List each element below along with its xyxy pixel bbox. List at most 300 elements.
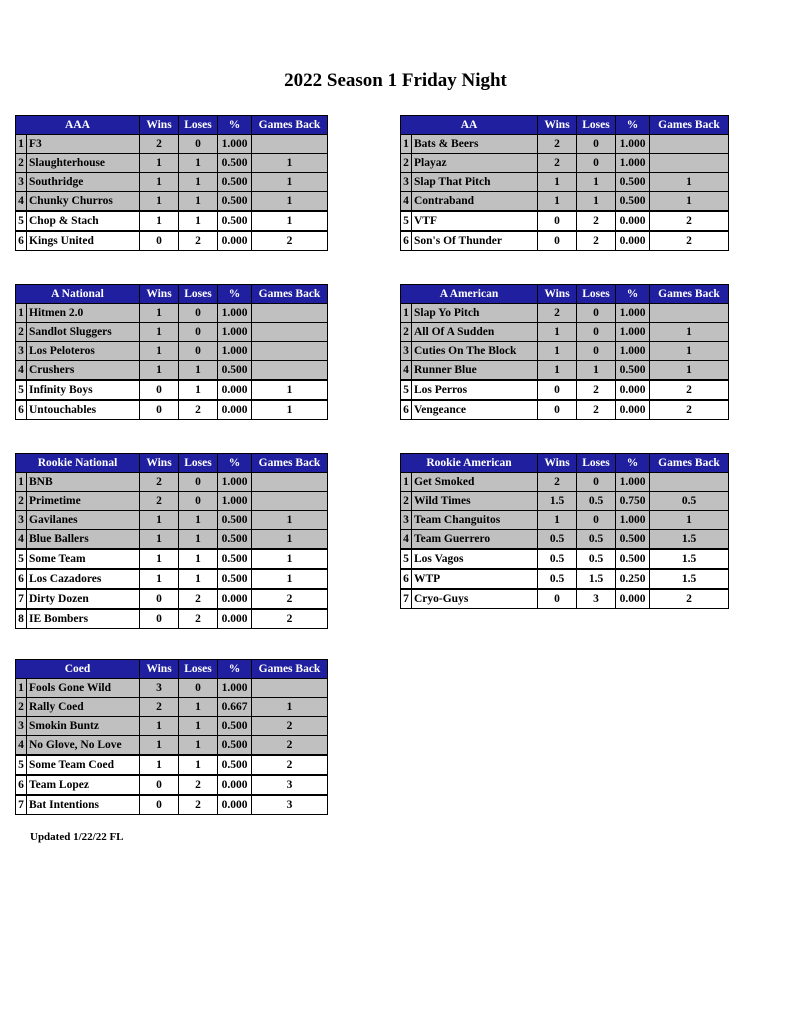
team-loses: 0 [577, 304, 616, 323]
team-rank: 5 [16, 380, 27, 400]
team-games-back: 2 [252, 589, 328, 609]
team-row [16, 135, 328, 154]
team-rank: 1 [16, 304, 27, 323]
team-row [401, 400, 729, 420]
division-name: A American [401, 285, 538, 304]
team-loses: 0 [179, 679, 218, 698]
team-pct: 0.500 [218, 530, 252, 550]
team-loses: 2 [577, 400, 616, 420]
team-row [16, 211, 328, 231]
team-row [401, 549, 729, 569]
team-wins: 1 [538, 511, 577, 530]
team-games-back: 2 [252, 736, 328, 756]
team-games-back [650, 304, 729, 323]
team-name: Team Lopez [27, 775, 140, 795]
team-row [16, 192, 328, 212]
team-row [401, 304, 729, 323]
games-back-header: Games Back [252, 116, 328, 135]
team-name: Smokin Buntz [27, 717, 140, 736]
team-name: Los Vagos [412, 549, 538, 569]
team-loses: 0 [577, 135, 616, 154]
team-row [16, 473, 328, 492]
team-games-back [650, 154, 729, 173]
team-wins: 1 [140, 192, 179, 212]
team-games-back: 1.5 [650, 549, 729, 569]
team-pct: 1.000 [218, 135, 252, 154]
team-games-back: 1.5 [650, 569, 729, 589]
team-pct: 1.000 [218, 323, 252, 342]
team-row [16, 698, 328, 717]
team-wins: 0.5 [538, 549, 577, 569]
team-pct: 0.500 [218, 211, 252, 231]
team-wins: 1 [140, 342, 179, 361]
team-rank: 6 [401, 231, 412, 251]
team-name: WTP [412, 569, 538, 589]
team-loses: 2 [179, 795, 218, 815]
standings-table-aa [400, 115, 729, 251]
team-wins: 1 [538, 173, 577, 192]
team-rank: 4 [401, 192, 412, 212]
team-row [401, 323, 729, 342]
team-name: Vengeance [412, 400, 538, 420]
wins-header: Wins [538, 454, 577, 473]
team-wins: 1 [140, 511, 179, 530]
team-wins: 0.5 [538, 530, 577, 550]
team-row [16, 231, 328, 251]
team-loses: 0 [577, 511, 616, 530]
pct-header: % [218, 285, 252, 304]
team-loses: 2 [179, 231, 218, 251]
team-row [16, 380, 328, 400]
team-games-back: 1 [252, 549, 328, 569]
updated-note: Updated 1/22/22 FL [30, 831, 124, 843]
team-games-back: 3 [252, 795, 328, 815]
team-loses: 2 [577, 380, 616, 400]
team-name: Some Team [27, 549, 140, 569]
team-wins: 2 [140, 698, 179, 717]
games-back-header: Games Back [650, 454, 729, 473]
team-pct: 0.500 [218, 717, 252, 736]
team-rank: 3 [16, 511, 27, 530]
team-rank: 2 [16, 698, 27, 717]
team-games-back: 1 [650, 361, 729, 381]
team-row [16, 492, 328, 511]
team-games-back [252, 492, 328, 511]
team-name: Rally Coed [27, 698, 140, 717]
team-rank: 2 [401, 323, 412, 342]
loses-header: Loses [577, 116, 616, 135]
team-games-back [252, 679, 328, 698]
team-loses: 3 [577, 589, 616, 609]
team-loses: 2 [179, 400, 218, 420]
team-loses: 0 [577, 323, 616, 342]
team-name: BNB [27, 473, 140, 492]
team-games-back [252, 473, 328, 492]
team-rank: 5 [16, 211, 27, 231]
team-name: Gavilanes [27, 511, 140, 530]
team-wins: 1 [140, 530, 179, 550]
team-row [16, 609, 328, 629]
team-row [401, 380, 729, 400]
team-row [401, 135, 729, 154]
team-row [401, 530, 729, 550]
team-row [401, 492, 729, 511]
team-rank: 3 [16, 717, 27, 736]
team-loses: 0 [577, 154, 616, 173]
team-rank: 3 [401, 511, 412, 530]
team-games-back [252, 361, 328, 381]
team-wins: 1 [538, 342, 577, 361]
team-rank: 7 [16, 589, 27, 609]
loses-header: Loses [179, 454, 218, 473]
team-wins: 1 [140, 323, 179, 342]
pct-header: % [616, 454, 650, 473]
team-pct: 1.000 [218, 304, 252, 323]
header-row [401, 285, 729, 304]
team-pct: 0.000 [218, 795, 252, 815]
team-loses: 0.5 [577, 549, 616, 569]
team-loses: 1 [179, 755, 218, 775]
wins-header: Wins [538, 116, 577, 135]
team-loses: 1.5 [577, 569, 616, 589]
team-name: Slap Yo Pitch [412, 304, 538, 323]
team-wins: 0 [538, 211, 577, 231]
team-games-back: 2 [650, 589, 729, 609]
team-rank: 3 [16, 342, 27, 361]
team-row [16, 775, 328, 795]
team-loses: 1 [179, 192, 218, 212]
loses-header: Loses [179, 660, 218, 679]
team-pct: 0.000 [616, 380, 650, 400]
team-name: Sandlot Sluggers [27, 323, 140, 342]
team-wins: 1 [538, 361, 577, 381]
team-rank: 2 [16, 323, 27, 342]
team-rank: 2 [16, 154, 27, 173]
team-name: Wild Times [412, 492, 538, 511]
team-rank: 7 [16, 795, 27, 815]
standings-table-a-national [15, 284, 328, 420]
team-name: Chop & Stach [27, 211, 140, 231]
team-rank: 4 [16, 192, 27, 212]
team-games-back: 1 [252, 154, 328, 173]
team-name: Primetime [27, 492, 140, 511]
standings-table-rookie-american [400, 453, 729, 609]
team-rank: 1 [16, 679, 27, 698]
team-loses: 0 [179, 304, 218, 323]
team-pct: 0.750 [616, 492, 650, 511]
team-pct: 0.000 [218, 231, 252, 251]
team-pct: 0.500 [616, 549, 650, 569]
team-games-back: 1 [252, 698, 328, 717]
team-wins: 1 [140, 154, 179, 173]
team-loses: 1 [179, 530, 218, 550]
team-rank: 5 [401, 380, 412, 400]
team-wins: 2 [140, 492, 179, 511]
team-wins: 0 [140, 589, 179, 609]
header-row [16, 116, 328, 135]
team-wins: 1 [140, 304, 179, 323]
team-loses: 1 [179, 698, 218, 717]
team-rank: 3 [401, 173, 412, 192]
team-pct: 0.000 [218, 775, 252, 795]
team-rank: 4 [16, 361, 27, 381]
pct-header: % [218, 116, 252, 135]
team-name: Son's Of Thunder [412, 231, 538, 251]
team-loses: 2 [179, 775, 218, 795]
team-name: Team Changuitos [412, 511, 538, 530]
pct-header: % [616, 116, 650, 135]
team-pct: 1.000 [218, 473, 252, 492]
team-rank: 5 [16, 755, 27, 775]
division-name: Rookie American [401, 454, 538, 473]
team-loses: 1 [179, 380, 218, 400]
team-pct: 1.000 [616, 135, 650, 154]
team-rank: 6 [16, 400, 27, 420]
team-row [401, 342, 729, 361]
team-name: Los Peloteros [27, 342, 140, 361]
team-pct: 0.667 [218, 698, 252, 717]
team-loses: 0 [577, 342, 616, 361]
team-wins: 0 [140, 231, 179, 251]
team-wins: 0 [538, 231, 577, 251]
team-name: Playaz [412, 154, 538, 173]
team-loses: 2 [577, 231, 616, 251]
team-pct: 1.000 [218, 342, 252, 361]
header-row [401, 116, 729, 135]
team-wins: 2 [538, 304, 577, 323]
team-games-back: 2 [650, 231, 729, 251]
team-pct: 1.000 [616, 154, 650, 173]
standings-table-a-american [400, 284, 729, 420]
team-pct: 0.500 [616, 530, 650, 550]
team-pct: 0.500 [218, 361, 252, 381]
team-row [16, 530, 328, 550]
team-wins: 1 [538, 192, 577, 212]
games-back-header: Games Back [252, 660, 328, 679]
wins-header: Wins [140, 116, 179, 135]
team-row [401, 589, 729, 609]
team-wins: 0 [538, 380, 577, 400]
team-row [16, 736, 328, 756]
team-pct: 0.500 [218, 569, 252, 589]
team-row [16, 569, 328, 589]
team-loses: 2 [179, 589, 218, 609]
team-row [16, 342, 328, 361]
division-name: AA [401, 116, 538, 135]
team-games-back: 2 [252, 231, 328, 251]
team-games-back: 1.5 [650, 530, 729, 550]
team-games-back: 1 [650, 192, 729, 212]
team-wins: 0 [538, 400, 577, 420]
team-wins: 3 [140, 679, 179, 698]
header-row [401, 454, 729, 473]
team-row [401, 473, 729, 492]
team-pct: 1.000 [218, 492, 252, 511]
team-pct: 0.500 [218, 755, 252, 775]
team-loses: 2 [179, 609, 218, 629]
team-loses: 0 [179, 473, 218, 492]
team-games-back: 3 [252, 775, 328, 795]
team-pct: 1.000 [616, 304, 650, 323]
team-rank: 5 [401, 211, 412, 231]
team-pct: 1.000 [616, 473, 650, 492]
team-row [401, 569, 729, 589]
team-wins: 1 [538, 323, 577, 342]
team-loses: 1 [179, 717, 218, 736]
team-pct: 0.250 [616, 569, 650, 589]
team-pct: 0.000 [616, 211, 650, 231]
team-row [16, 717, 328, 736]
team-loses: 0 [179, 135, 218, 154]
wins-header: Wins [538, 285, 577, 304]
team-row [16, 795, 328, 815]
team-loses: 1 [577, 173, 616, 192]
team-name: Fools Gone Wild [27, 679, 140, 698]
team-loses: 1 [179, 736, 218, 756]
team-wins: 2 [140, 473, 179, 492]
team-name: Some Team Coed [27, 755, 140, 775]
team-name: Crushers [27, 361, 140, 381]
wins-header: Wins [140, 285, 179, 304]
team-name: Slap That Pitch [412, 173, 538, 192]
team-name: Bat Intentions [27, 795, 140, 815]
team-loses: 0 [179, 342, 218, 361]
team-games-back [252, 342, 328, 361]
team-rank: 1 [401, 473, 412, 492]
team-loses: 0 [179, 492, 218, 511]
games-back-header: Games Back [650, 116, 729, 135]
team-wins: 1 [140, 755, 179, 775]
team-pct: 1.000 [616, 323, 650, 342]
division-name: Coed [16, 660, 140, 679]
team-name: IE Bombers [27, 609, 140, 629]
team-games-back: 2 [650, 400, 729, 420]
team-wins: 1 [140, 211, 179, 231]
team-wins: 1.5 [538, 492, 577, 511]
team-wins: 2 [538, 135, 577, 154]
team-row [16, 304, 328, 323]
team-name: Los Cazadores [27, 569, 140, 589]
team-pct: 0.000 [218, 589, 252, 609]
team-wins: 0 [538, 589, 577, 609]
team-loses: 0.5 [577, 492, 616, 511]
team-pct: 0.000 [616, 231, 650, 251]
team-name: Cuties On The Block [412, 342, 538, 361]
team-row [16, 755, 328, 775]
team-row [16, 511, 328, 530]
team-rank: 5 [16, 549, 27, 569]
loses-header: Loses [577, 454, 616, 473]
team-wins: 0 [140, 775, 179, 795]
team-games-back: 1 [252, 192, 328, 212]
team-games-back: 1 [252, 173, 328, 192]
team-name: No Glove, No Love [27, 736, 140, 756]
pct-header: % [616, 285, 650, 304]
team-wins: 1 [140, 736, 179, 756]
team-rank: 6 [401, 569, 412, 589]
team-rank: 6 [16, 775, 27, 795]
team-loses: 0 [577, 473, 616, 492]
team-name: Southridge [27, 173, 140, 192]
team-rank: 6 [16, 569, 27, 589]
team-row [401, 154, 729, 173]
team-wins: 0 [140, 609, 179, 629]
team-name: Cryo-Guys [412, 589, 538, 609]
team-games-back: 2 [252, 717, 328, 736]
team-name: Runner Blue [412, 361, 538, 381]
page-title: 2022 Season 1 Friday Night [284, 70, 507, 91]
team-row [16, 400, 328, 420]
pct-header: % [218, 660, 252, 679]
team-loses: 1 [577, 192, 616, 212]
team-games-back: 2 [252, 609, 328, 629]
header-row [16, 285, 328, 304]
team-rank: 6 [16, 231, 27, 251]
team-loses: 0 [179, 323, 218, 342]
team-rank: 5 [401, 549, 412, 569]
team-loses: 2 [577, 211, 616, 231]
team-row [16, 323, 328, 342]
team-wins: 0 [140, 380, 179, 400]
team-games-back [650, 473, 729, 492]
team-pct: 0.500 [218, 173, 252, 192]
team-wins: 1 [140, 717, 179, 736]
team-rank: 6 [401, 400, 412, 420]
standings-table-aaa [15, 115, 328, 251]
pct-header: % [218, 454, 252, 473]
division-name: Rookie National [16, 454, 140, 473]
team-loses: 1 [577, 361, 616, 381]
wins-header: Wins [140, 660, 179, 679]
games-back-header: Games Back [252, 285, 328, 304]
team-games-back: 1 [252, 569, 328, 589]
team-wins: 0 [140, 795, 179, 815]
team-games-back: 2 [252, 755, 328, 775]
team-rank: 3 [401, 342, 412, 361]
standings-table-coed [15, 659, 328, 815]
team-pct: 0.500 [218, 154, 252, 173]
team-row [401, 231, 729, 251]
team-row [16, 589, 328, 609]
team-name: VTF [412, 211, 538, 231]
team-row [401, 211, 729, 231]
team-pct: 1.000 [616, 511, 650, 530]
team-games-back: 2 [650, 211, 729, 231]
team-loses: 1 [179, 154, 218, 173]
team-pct: 0.500 [616, 192, 650, 212]
team-rank: 2 [16, 492, 27, 511]
loses-header: Loses [577, 285, 616, 304]
team-rank: 1 [16, 473, 27, 492]
team-games-back [650, 135, 729, 154]
team-pct: 0.500 [616, 361, 650, 381]
team-wins: 0 [140, 400, 179, 420]
loses-header: Loses [179, 285, 218, 304]
team-name: Kings United [27, 231, 140, 251]
team-wins: 1 [140, 361, 179, 381]
team-games-back: 1 [252, 380, 328, 400]
team-name: Infinity Boys [27, 380, 140, 400]
team-wins: 2 [140, 135, 179, 154]
team-row [16, 679, 328, 698]
team-name: F3 [27, 135, 140, 154]
team-games-back [252, 304, 328, 323]
team-pct: 0.500 [218, 192, 252, 212]
team-games-back: 2 [650, 380, 729, 400]
team-wins: 1 [140, 569, 179, 589]
team-pct: 0.500 [218, 511, 252, 530]
team-row [401, 361, 729, 381]
